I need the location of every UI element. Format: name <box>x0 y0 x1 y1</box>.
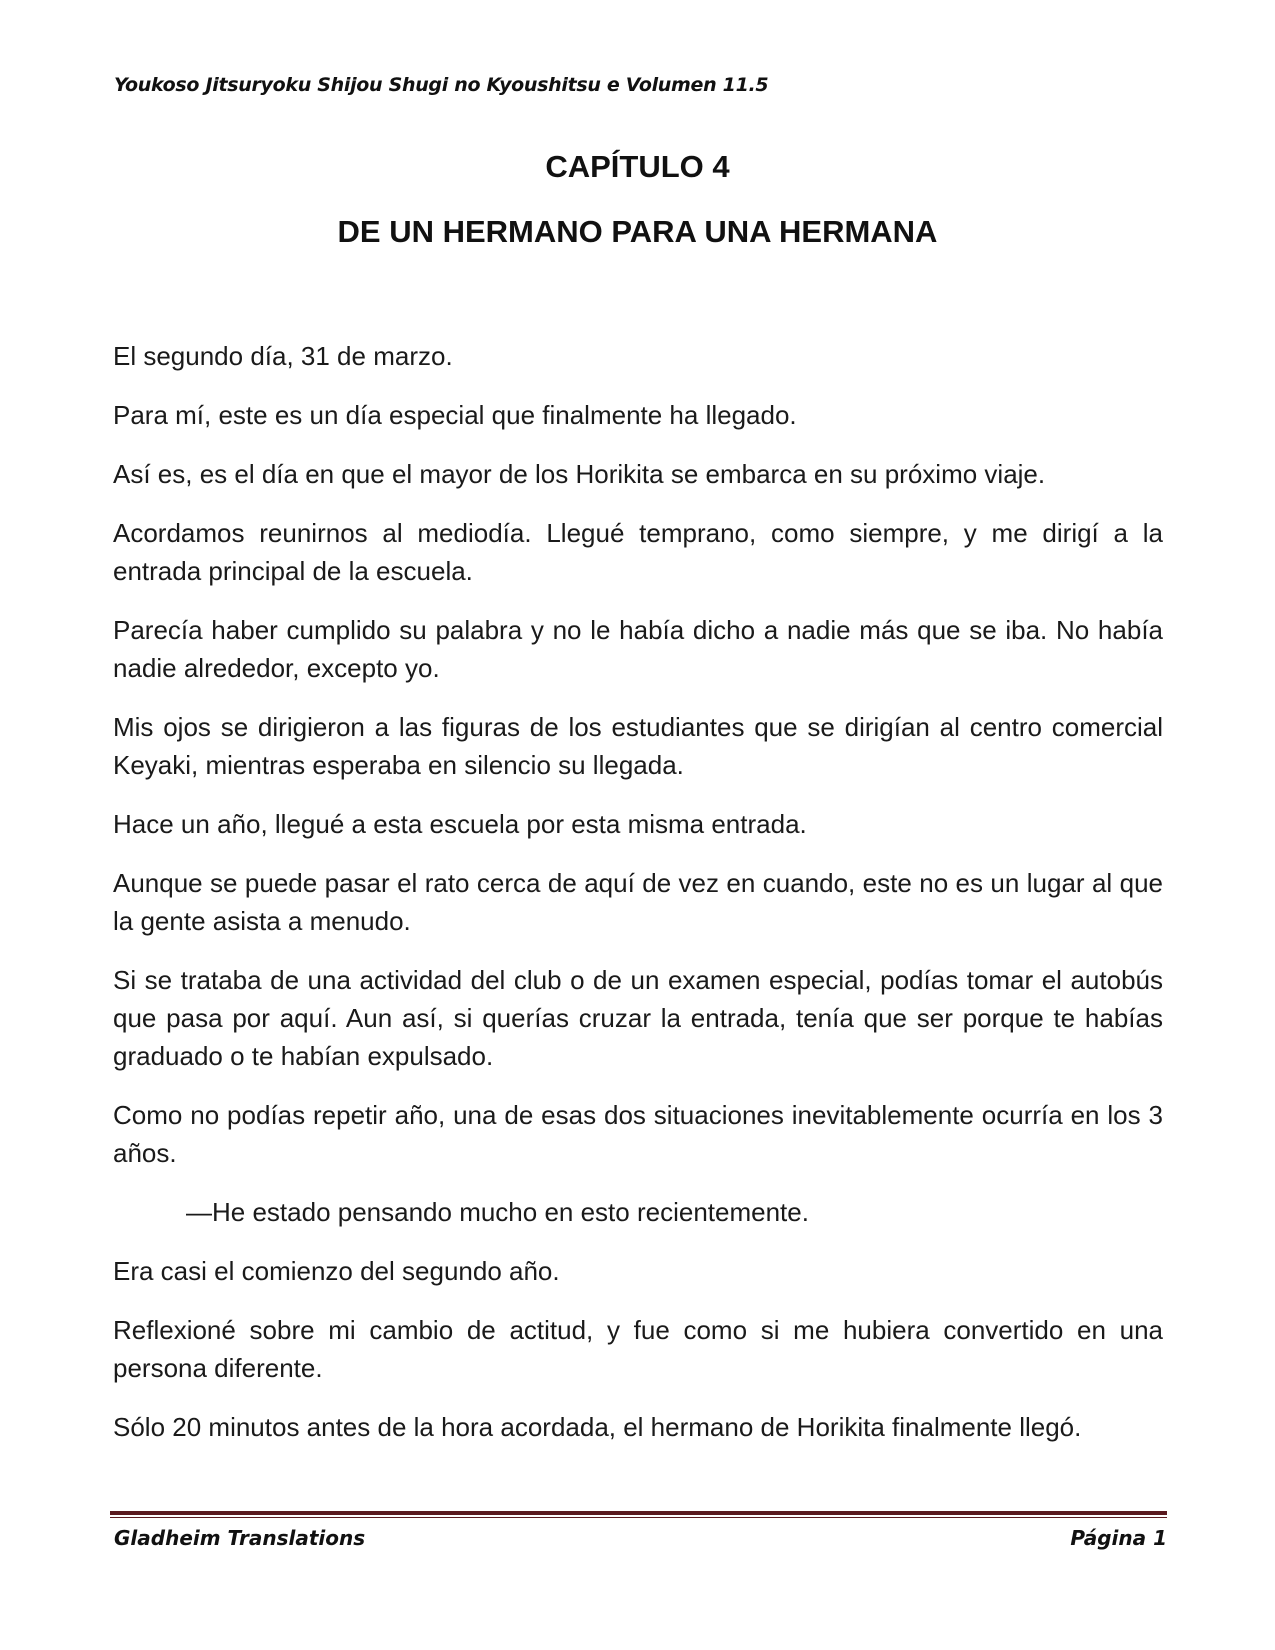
paragraph: Como no podías repetir año, una de esas dos situaciones inevitablemente ocurría en los 3 años. <box>113 1100 1163 1168</box>
paragraph: Acordamos reunirnos al mediodía. Llegué temprano, como siempre, y me dirigí a la entrada principal de la escuela. <box>113 518 1163 586</box>
footer-divider-thin <box>110 1517 1167 1518</box>
chapter-number: CAPÍTULO 4 <box>545 149 730 184</box>
paragraph: Para mí, este es un día especial que finalmente ha llegado. <box>113 400 797 430</box>
paragraph: Era casi el comienzo del segundo año. <box>113 1256 560 1286</box>
paragraph: Reflexioné sobre mi cambio de actitud, y fue como si me hubiera convertido en una persona diferente. <box>113 1315 1163 1383</box>
footer-translator: Gladheim Translations <box>114 1526 366 1550</box>
running-header-title: Youkoso Jitsuryoku Shijou Shugi no Kyoushitsu e Volumen 11.5 <box>114 74 769 96</box>
chapter-title: DE UN HERMANO PARA UNA HERMANA <box>337 214 938 249</box>
paragraph: Si se trataba de una actividad del club o de un examen especial, podías tomar el autobús que pasa por aquí. Aun así, si querías cruzar la entrada, tenía que ser porque te habías graduado o te habían expulsado. <box>113 965 1163 1071</box>
paragraph: Hace un año, llegué a esta escuela por esta misma entrada. <box>113 809 807 839</box>
body-text <box>113 337 1163 1467</box>
footer-divider <box>110 1511 1167 1518</box>
paragraph: El segundo día, 31 de marzo. <box>113 341 453 371</box>
paragraph: Mis ojos se dirigieron a las figuras de los estudiantes que se dirigían al centro comercial Keyaki, mientras esperaba en silencio su llegada. <box>113 712 1163 780</box>
paragraph: Sólo 20 minutos antes de la hora acordada, el hermano de Horikita finalmente llegó. <box>113 1412 1082 1442</box>
paragraph: Parecía haber cumplido su palabra y no le había dicho a nadie más que se iba. No había nadie alrededor, excepto yo. <box>113 615 1163 683</box>
paragraph: Aunque se puede pasar el rato cerca de aquí de vez en cuando, este no es un lugar al que la gente asista a menudo. <box>113 868 1163 936</box>
paragraph-indented-dialogue: —He estado pensando mucho en esto recientemente. <box>186 1197 809 1227</box>
footer-divider-thick <box>110 1511 1167 1515</box>
footer-page-number: Página 1 <box>1070 1526 1167 1550</box>
paragraph: Así es, es el día en que el mayor de los Horikita se embarca en su próximo viaje. <box>113 459 1046 489</box>
